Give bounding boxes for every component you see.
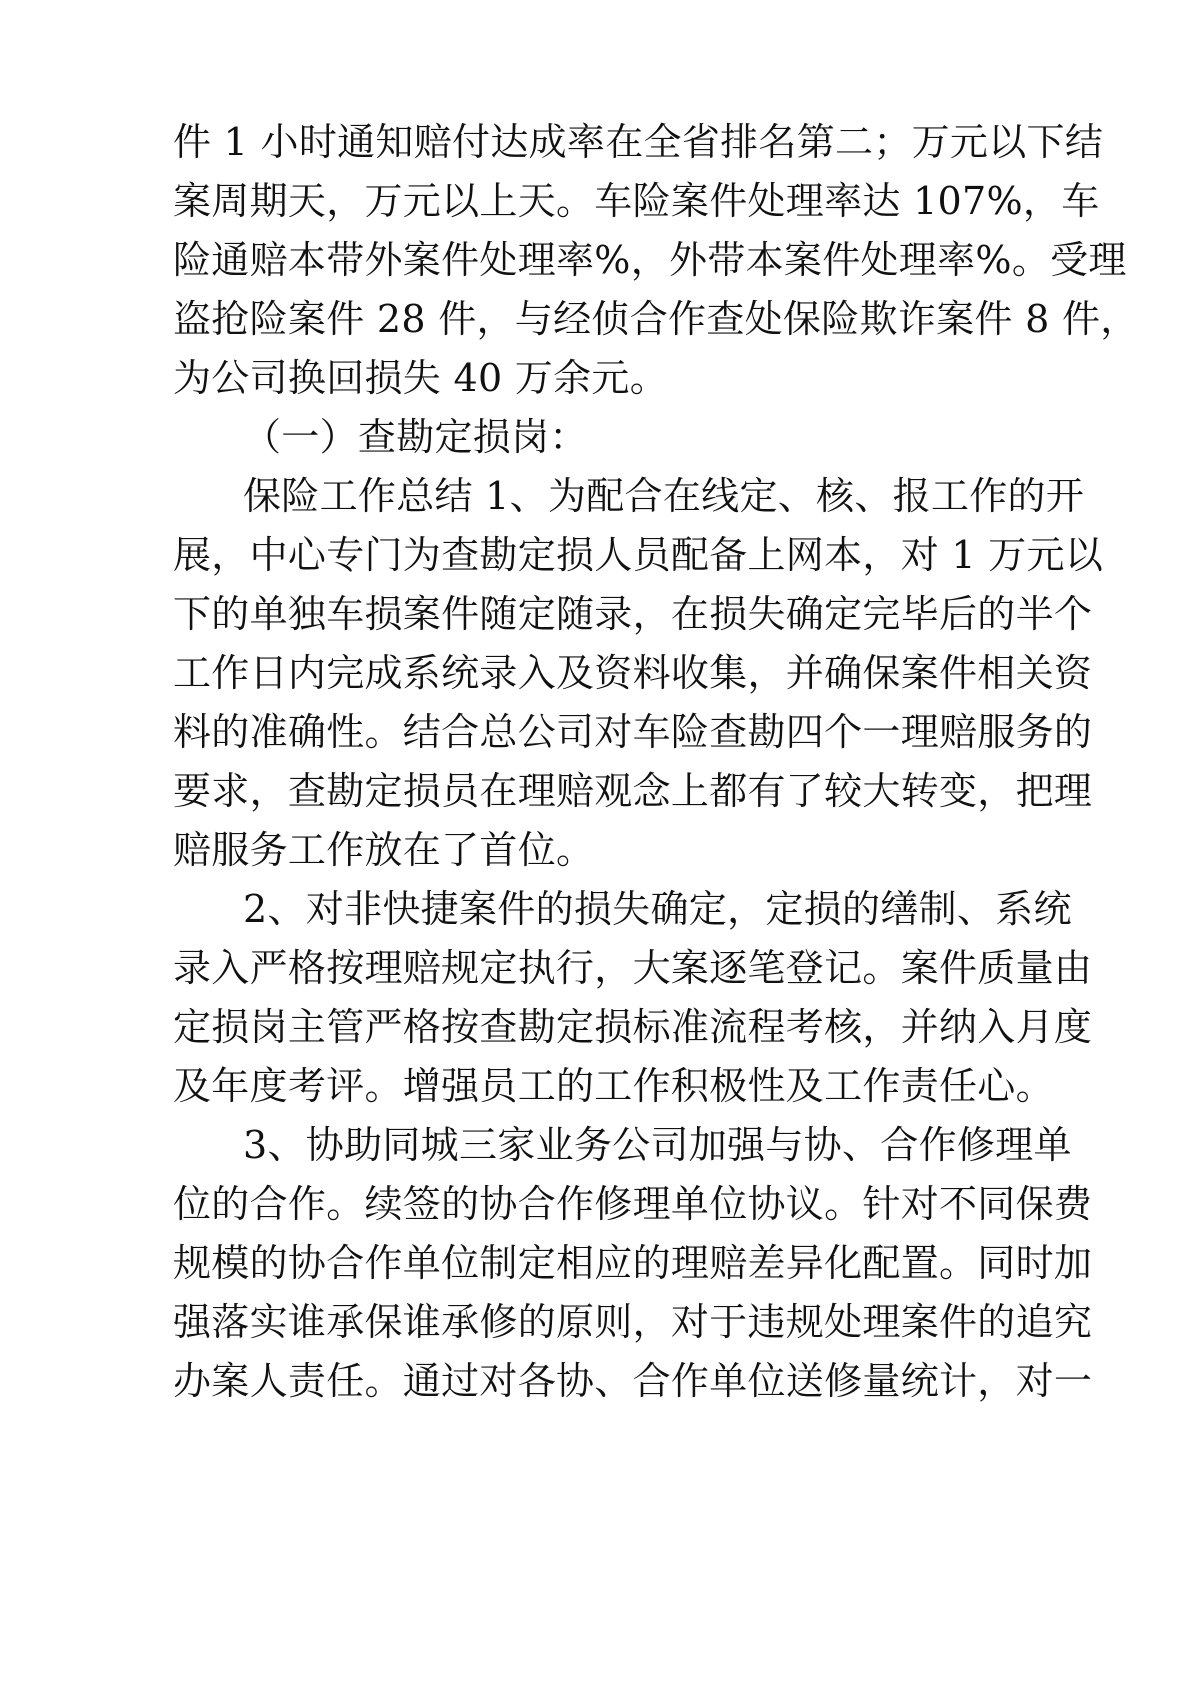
text-line: 料的准确性。结合总公司对车险查勘四个一理赔服务的 — [173, 710, 1093, 754]
text-line: 赔服务工作放在了首位。 — [173, 828, 595, 872]
text-line: 办案人责任。通过对各协、合作单位送修量统计，对一 — [173, 1359, 1093, 1403]
text-line: 要求，查勘定损员在理赔观念上都有了较大转变，把理 — [173, 769, 1093, 813]
text-line: 盗抢险案件 28 件，与经侦合作查处保险欺诈案件 8 件， — [173, 297, 1139, 341]
text-line: 险通赔本带外案件处理率%，外带本案件处理率%。受理 — [173, 238, 1127, 282]
paragraph-first-line: 3、协助同城三家业务公司加强与协、合作修理单 — [243, 1123, 1072, 1167]
text-line: 案周期天，万元以上天。车险案件处理率达 107%，车 — [173, 179, 1100, 223]
section-heading: （一）查勘定损岗： — [243, 415, 588, 459]
text-line: 展，中心专门为查勘定损人员配备上网本，对 1 万元以 — [173, 533, 1104, 577]
text-line: 为公司换回损失 40 万余元。 — [173, 356, 669, 400]
text-line: 下的单独车损案件随定随录，在损失确定完毕后的半个 — [173, 592, 1093, 636]
text-line: 件 1 小时通知赔付达成率在全省排名第二；万元以下结 — [173, 120, 1104, 164]
paragraph-first-line: 2、对非快捷案件的损失确定，定损的缮制、系统 — [243, 887, 1072, 931]
text-line: 及年度考评。增强员工的工作积极性及工作责任心。 — [173, 1064, 1054, 1108]
text-line: 工作日内完成系统录入及资料收集，并确保案件相关资 — [173, 651, 1093, 695]
text-line: 规模的协合作单位制定相应的理赔差异化配置。同时加 — [173, 1241, 1093, 1285]
text-line: 录入严格按理赔规定执行，大案逐笔登记。案件质量由 — [173, 946, 1093, 990]
text-line: 定损岗主管严格按查勘定损标准流程考核，并纳入月度 — [173, 1005, 1093, 1049]
paragraph-first-line: 保险工作总结 1、为配合在线定、核、报工作的开 — [243, 474, 1085, 518]
text-line: 位的合作。续签的协合作修理单位协议。针对不同保费 — [173, 1182, 1093, 1226]
text-line: 强落实谁承保谁承修的原则，对于违规处理案件的追究 — [173, 1300, 1093, 1344]
